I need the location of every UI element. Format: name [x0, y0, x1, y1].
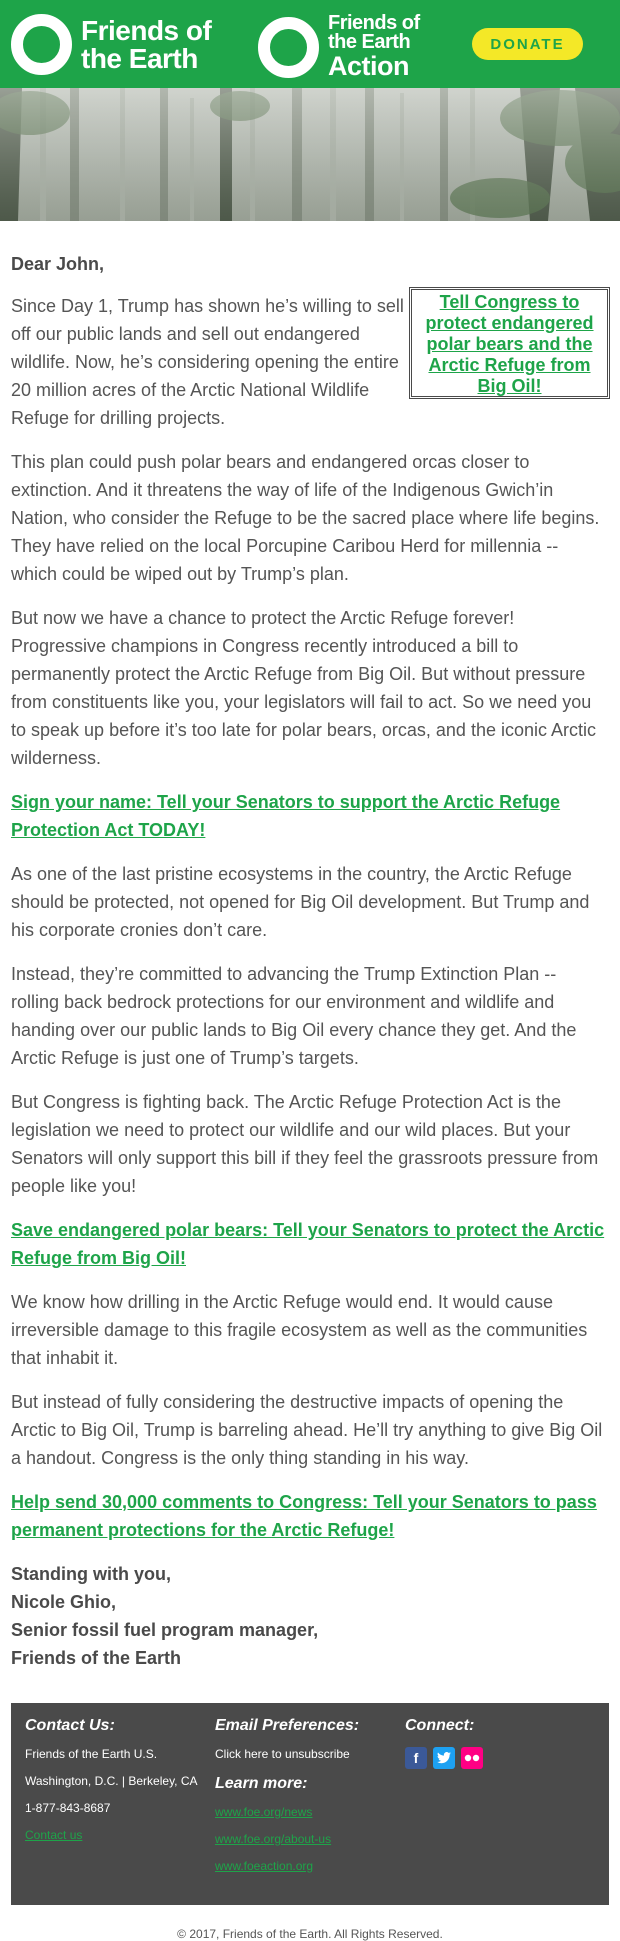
earth-ring-icon — [11, 14, 72, 75]
unsubscribe-link[interactable]: Click here to unsubscribe — [215, 1747, 350, 1761]
paragraph-6: But Congress is fighting back. The Arctic Refuge Protection Act is the legislation we need to protect our wildlife and our wild places. But your Senators will only support this bill if they feel the grassroots pressure from people like you! — [11, 1092, 599, 1196]
paragraph-1: Since Day 1, Trump has shown he’s willing to sell off our public lands and sell out endangered wildlife. Now, he’s considering opening the entire 20 million acres of the Arctic National Wildlife Refuge for drilling projects. — [11, 296, 404, 428]
phone-number: 1-877-843-8687 — [25, 1801, 111, 1815]
greeting: Dear John, — [11, 254, 105, 274]
foe-action-logo-text: Friends of the Earth Action — [328, 12, 420, 81]
flickr-icon[interactable] — [461, 1747, 483, 1769]
contact-heading: Contact Us: — [25, 1717, 115, 1734]
callout-box — [409, 287, 610, 399]
learn-link-about[interactable]: www.foe.org/about-us — [215, 1832, 332, 1846]
paragraph-4: As one of the last pristine ecosystems in the country, the Arctic Refuge should be protected, not opened for Big Oil development. But Trump and his corporate cronies don’t care. — [11, 864, 590, 940]
contact-us-link[interactable]: Contact us — [25, 1828, 83, 1842]
foe-logo[interactable] — [11, 14, 211, 75]
cta-link-sign-name[interactable]: Sign your name: Tell your Senators to support the Arctic Refuge Protection Act TODAY! — [11, 792, 561, 840]
intro-block — [11, 292, 609, 432]
locations: Washington, D.C. | Berkeley, CA — [25, 1774, 198, 1788]
footer-connect-column — [405, 1716, 595, 1905]
footer-preferences-column — [215, 1716, 405, 1905]
donate-button[interactable]: DONATE — [472, 28, 583, 60]
paragraph-7: We know how drilling in the Arctic Refuge would end. It would cause irreversible damage to this fragile ecosystem as well as the communities that inhabit it. — [11, 1292, 588, 1368]
cta-link-polar-bears[interactable]: Save endangered polar bears: Tell your Senators to protect the Arctic Refuge from Big Oil! — [11, 1220, 605, 1268]
cta-link-comments[interactable]: Help send 30,000 comments to Congress: Tell your Senators to pass permanent protections for the Arctic Refuge! — [11, 1492, 597, 1540]
learn-more-heading: Learn more: — [215, 1775, 308, 1792]
org-name: Friends of the Earth U.S. — [25, 1747, 158, 1761]
email-footer — [11, 1703, 609, 1905]
footer-contact-column — [25, 1716, 215, 1905]
facebook-icon[interactable]: f — [405, 1747, 427, 1769]
foe-action-logo[interactable] — [258, 14, 420, 80]
foe-logo-text: Friends of the Earth — [81, 14, 212, 74]
signature: Standing with you, Nicole Ghio, Senior fossil fuel program manager, Friends of the Earth — [11, 1564, 319, 1668]
paragraph-2: This plan could push polar bears and endangered orcas closer to extinction. And it threatens the way of life of the Indigenous Gwich’in Nation, who consider the Refuge to be the sacred place where life begins. They have relied on the local Porcupine Caribou Herd for millennia -- which could be wiped out by Trump’s plan. — [11, 452, 600, 584]
connect-heading: Connect: — [405, 1717, 475, 1734]
twitter-icon[interactable] — [433, 1747, 455, 1769]
paragraph-8: But instead of fully considering the destructive impacts of opening the Arctic to Big Oil, Trump is barreling ahead. He’ll try anything to give Big Oil a handout. Congress is the only thing standing in his way. — [11, 1392, 603, 1468]
email-preferences-heading: Email Preferences: — [215, 1717, 360, 1734]
paragraph-3: But now we have a chance to protect the Arctic Refuge forever! Progressive champions in Congress recently introduced a bill to permanently protect the Arctic Refuge from Big Oil. But without pressure from constituents like you, your legislators will fail to act. So we need you to speak up before it’s too late for polar bears, orcas, and the iconic Arctic wilderness. — [11, 608, 596, 768]
hero-forest-image — [0, 88, 620, 221]
email-body — [0, 252, 620, 1672]
callout-link[interactable]: Tell Congress to protect endangered polar bears and the Arctic Refuge from Big Oil! — [425, 292, 594, 396]
paragraph-5: Instead, they’re committed to advancing the Trump Extinction Plan -- rolling back bedrock protections for our environment and wildlife and handing over our public lands to Big Oil every chance they get. And the Arctic Refuge is just one of Trump’s targets. — [11, 964, 577, 1068]
learn-link-news[interactable]: www.foe.org/news — [215, 1805, 313, 1819]
earth-ring-icon — [258, 17, 319, 78]
copyright-notice: © 2017, Friends of the Earth. All Rights Reserved. — [177, 1927, 443, 1941]
social-links — [405, 1747, 595, 1769]
email-header — [0, 0, 620, 88]
forest-illustration — [0, 88, 620, 221]
learn-link-action[interactable]: www.foeaction.org — [215, 1859, 314, 1873]
